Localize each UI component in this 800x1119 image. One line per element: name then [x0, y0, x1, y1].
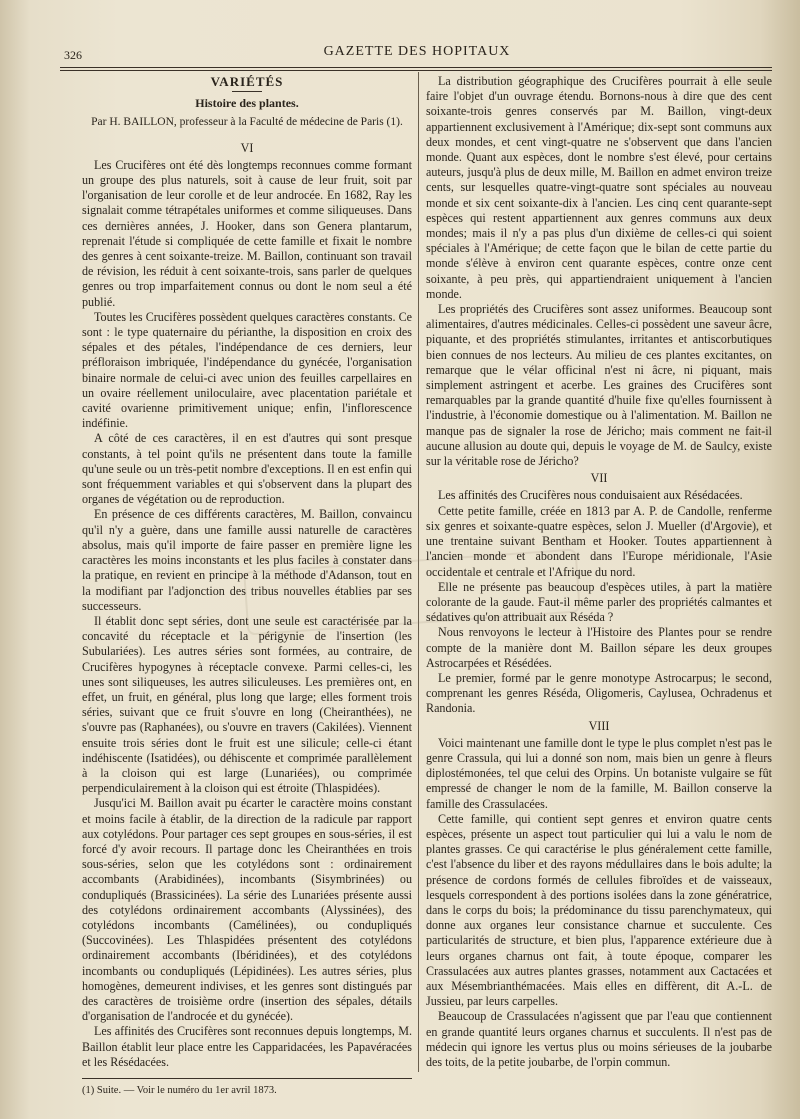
page-header: [62, 44, 772, 66]
paragraph: Jusqu'ici M. Baillon avait pu écarter le caractère moins constant et moins facile à établir, de la direction de la radicule par rapport aux cotylédons. Pour partager ces sept groupes en sous-séries, il est forcé d'y avoir recours. Il partage donc les Cheiranthées en trois sous-séries, selon que les cotylédons sont : ordinairement accombants (Arabidinées), incombants (Sisymbrinées) ou condupliqués (Brassicinées). La série des Lunariées présente aussi des cotylédons ordinairement accombants (Alyssinées), des cotylédons incombants (Camélinées), ou condupliqués (Succovinées). Les Thlaspidées présentent des cotylédons ordinairement accombants (Ibéridinées), et des cotylédons incombants ou condupliqués (Lépidinées). Les autres séries, plus homogènes, demeurent indivises, et les genres sont distingués par des caractères de troisième ordre (insertion des sépales, détails d'organisation de l'androcée et du gynécée).: [82, 796, 412, 1024]
paragraph: Elle ne présente pas beaucoup d'espèces utiles, à part la matière colorante de la gaude. Faut-il même parler des propriétés calmantes et sédatives qu'on attribuait aux Réséda ?: [426, 579, 772, 625]
paragraph: Le premier, formé par le genre monotype Astrocarpus; le second, comprenant les genres Réséda, Oligomeris, Caylusea, Ochradenus et Randonia.: [426, 670, 772, 716]
article-subtitle: Histoire des plantes.: [195, 96, 299, 111]
paragraph: Toutes les Crucifères possèdent quelques caractères constants. Ce sont : le type quaternaire du périanthe, la disposition en croix des sépales et des pétales, l'indépendance de ces derniers, leur préfloraison imbriquée, l'indépendance du gynécée, l'organisation binaire normale de celui-ci avec union des feuilles carpellaires en un ovaire réellement uniloculaire, avec placentation pariétale et cavité ovarienne primitivement unique; enfin, l'inflorescence indéfinie.: [82, 309, 412, 431]
paragraph: Nous renvoyons le lecteur à l'Histoire des Plantes pour se rendre compte de la manière dont M. Baillon sépare les deux groupes Astrocarpées et Résédées.: [426, 625, 772, 670]
paragraph: Cette petite famille, créée en 1813 par A. P. de Candolle, renferme six genres et soixante-quatre espèces, selon J. Mueller (d'Argovie), et une trentaine suivant Bentham et Hooker. Toutes appartiennent à l'ancien monde et abondent dans l'Europe méridionale, l'Asie occidentale et centrale et l'Afrique du nord.: [426, 503, 772, 579]
header-rule-double: [60, 70, 772, 71]
page-number: 326: [64, 48, 82, 62]
section-title: VARIÉTÉS: [210, 74, 284, 89]
article-byline: Par H. BAILLON, professeur à la Faculté de médecine de Paris (1).: [91, 116, 403, 129]
paragraph: Cette famille, qui contient sept genres et environ quatre cents espèces, présente un aspect tout particulier qui lui a valu le nom de plantes grasses. Ce qui caractérise le plus généralement cette famille, c'est l'absence du liber et des rayons médullaires dans le bois adulte; la présence de cordons formés de cellules fibroïdes et de vaisseaux, lesquels correspondent à des portions isolées dans la zone génératrice, dans le corps du bois; la prédominance du tissu parenchymateux, qui donne aux organes leur consistance charnue et succulente. Ces particularités de structure, et bien plus, l'apparence extérieure due à leurs organes charnus ont fait, à toute époque, comparer les Crassulacées aux autres plantes grasses, notamment aux Cactacées et aux Mésembrianthémacées. Mais elles en diffèrent, dit A.-L. de Jussieu, par leurs carpelles.: [426, 811, 772, 1009]
paragraph: Beaucoup de Crassulacées n'agissent que par l'eau que contiennent en grande quantité leurs organes charnus et succulents. Il n'est pas de médecin qui ignore les vertus plus ou moins sérieuses de la joubarbe des toits, de la petite joubarbe, de l'orpin commun.: [426, 1009, 772, 1069]
title-rule: [232, 91, 262, 92]
footnote-rule: [82, 1078, 412, 1079]
running-title: GAZETTE DES HOPITAUX: [323, 44, 511, 59]
paragraph: A côté de ces caractères, il en est d'autres qui sont presque constants, à tel point qu'ils ne présentent dans toute la famille qu'une seule ou un très-petit nombre d'exceptions. Il en est enfin qui sont fréquemment variables et qui s'observent dans la plupart des organes de végétation ou de reproduction.: [82, 431, 412, 507]
right-column: [426, 74, 772, 1070]
section-numeral-vii: VII: [590, 471, 608, 486]
paragraph: Les propriétés des Crucifères sont assez uniformes. Beaucoup sont alimentaires, d'autres médicinales. Celles-ci possèdent une saveur âcre, piquante, et des propriétés stimulantes, irritantes et antiscorbutiques bien connues de nos lecteurs. Au milieu de ces plantes excitantes, on remarque que le vélar officinal n'est ni âcre, ni piquant, mais simplement astringent et acerbe. Les graines des Crucifères sont remarquables par la grande quantité d'huile fixe qu'elles fournissent à l'industrie, à l'économie domestique ou à l'alimentation. M. Baillon ne manque pas de signaler la rose de Jéricho; mais comment ne fait-il aucune allusion au doute qui, depuis le voyage de M. de Saulcy, existe sur la véritable rose de Jéricho?: [426, 302, 772, 469]
paragraph: Les affinités des Crucifères sont reconnues depuis longtemps, M. Baillon établit leur place entre les Capparidacées, les Papavéracées et les Résédacées.: [82, 1024, 412, 1069]
footnote: (1) Suite. — Voir le numéro du 1er avril 1873.: [82, 1085, 277, 1096]
paragraph: En présence de ces différents caractères, M. Baillon, convaincu qu'il n'y a guère, dans une famille aussi naturelle de caractères absolus, mais qu'il importe de faire passer en première ligne les caractères les moins inconstants et les plus faciles à constater dans la pratique, en revient en principe à la méthode d'Adanson, tout en la modifiant par l'adjonction des tribus nouvelles établies par ses successeurs.: [82, 507, 412, 613]
left-column: [82, 74, 412, 1098]
paragraph: Voici maintenant une famille dont le type le plus complet n'est pas le genre Crassula, qui lui a donné son nom, mais bien un genre à fleurs diplostémonées, tel que celui des Orpins. Un botaniste vulgaire se fût empressé de changer le nom de la famille, M. Baillon conserve la famille des Crassulacées.: [426, 735, 772, 811]
section-numeral-viii: VIII: [588, 718, 610, 733]
paragraph: Les affinités des Crucifères nous conduisaient aux Résédacées.: [438, 488, 743, 503]
header-rule: [60, 67, 772, 68]
section-numeral-vi: VI: [240, 140, 254, 155]
paragraph: Les Crucifères ont été dès longtemps reconnues comme formant un groupe des plus naturels, soit à cause de leur fruit, soit par l'organisation de leur corolle et de leur androcée. En 1682, Ray les signalait comme tétrapétales uniformes et comme siliqueuses. Dans ces dernières années, J. Hooker, dans son Genera plantarum, reprenait l'étude si compliquée de cette famille et fixait le nombre des genres à cent soixante-treize. M. Baillon, continuant son travail de révision, les réduit à cent soixante-trois, sans parler de quelques genres ou trop imparfaitement connus ou dont le nom seul a été publié.: [82, 157, 412, 309]
paragraph: La distribution géographique des Crucifères pourrait à elle seule faire l'objet d'un ouvrage étendu. Bornons-nous à dire que des cent soixante-trois genres conservés par M. Baillon, vingt-deux appartiennent exclusivement à l'Amérique; dix-sept sont communs aux deux mondes, et cent vingt-quatre ne s'observent que dans l'ancien monde. Quant aux espèces, dont le nombre s'est élevé, pour certains auteurs, jusqu'à plus de deux mille, M. Baillon en admet environ treize cents, sur lesquelles quatre-vingt-quatre sont spéciales au nouveau monde et six cent soixante-dix à l'ancien. Les cinq cent quarante-sept espèces qui restent appartiennent aux genres communs aux deux mondes; mais il n'y a pas plus d'un dixième de celles-ci qui soient spéciales à l'Amérique; de cette façon que le bilan de cette partie du monde s'élève à environ cent quarante espèces, contre onze cent soixante, à peu près, qui appartiendraient uniquement à l'ancien monde.: [426, 74, 772, 301]
paragraph: Il établit donc sept séries, dont une seule est caractérisée par la concavité du réceptacle et la périgynie de l'insertion (les Subulariées). Les autres séries sont formées, au contraire, de Crucifères hypogynes à réceptacle convexe. Parmi celles-ci, les unes sont siliqueuses, les autres siliculeuses. Les premières ont, en effet, un fruit, en général, plus long que large; elles forment trois séries, suivant que ce fruit s'ouvre en long (Cheiranthées), ne s'ouvre pas (Raphanées), ou s'ouvre en travers (Cakilées). Viennent ensuite trois séries dont le fruit est une silicule; celle-ci étant indéhiscente (Isatidées), ou déhiscente et comprimée parallèlement à la cloison qui est large (Lunariées), ou comprimée perpendiculairement à la cloison qui est étroite (Thlaspidées).: [82, 613, 412, 796]
